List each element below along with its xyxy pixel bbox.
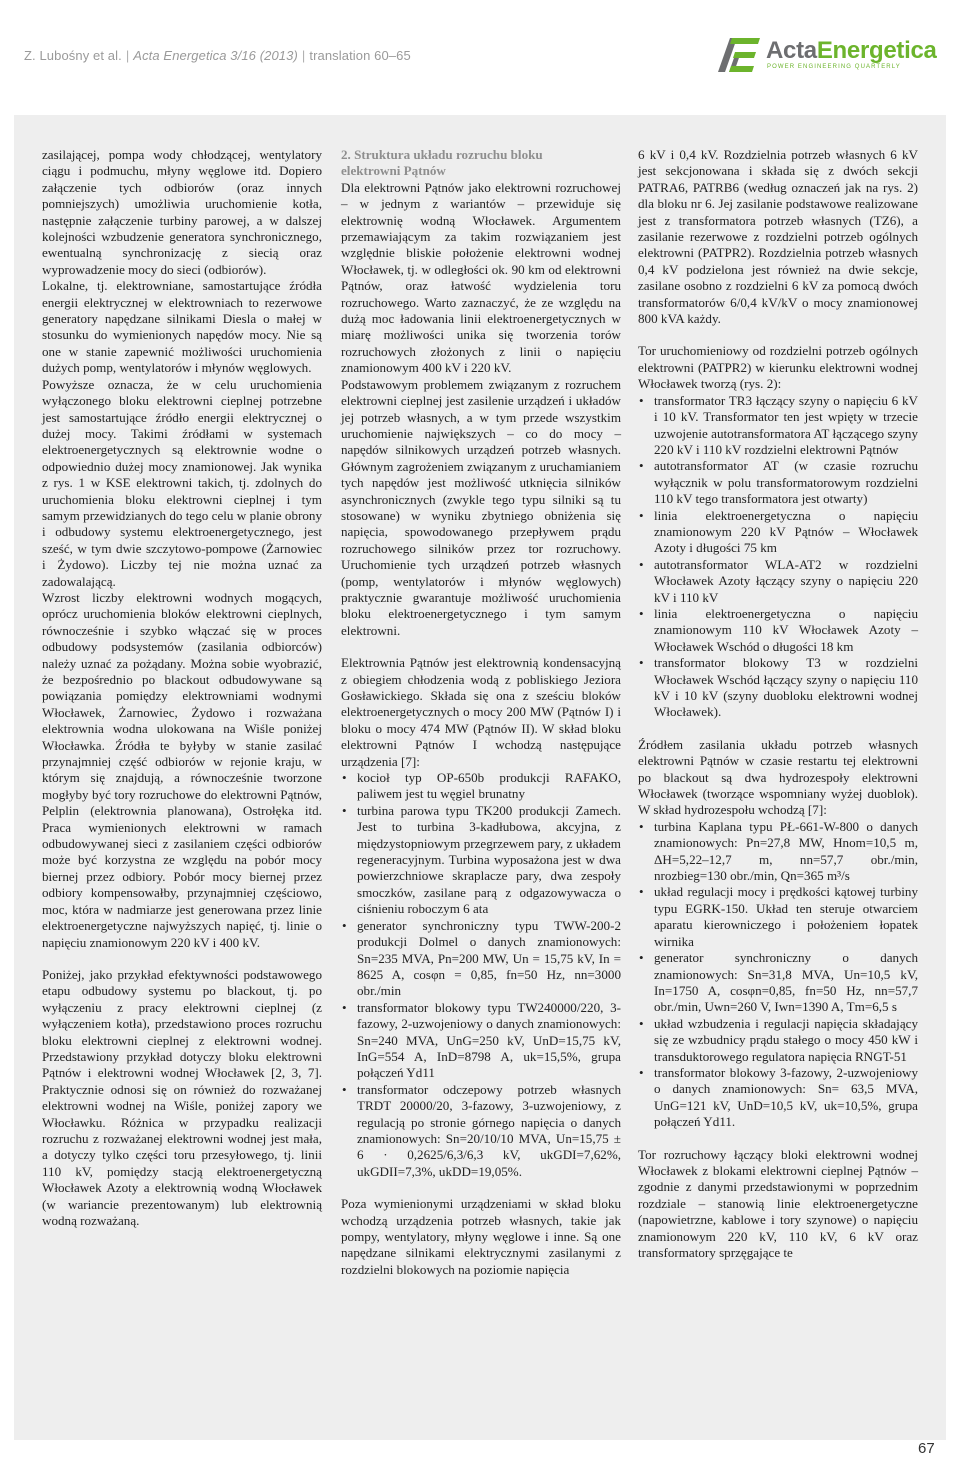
hydro-unit-list xyxy=(638,819,918,1131)
list-item: • układ wzbudzenia i regulacji napięcia składający się ze wzbudnicy prądu stałego o mocy 450 kW i transduktorowego regulatora napięcia RNGT-51 xyxy=(638,1016,918,1065)
column-3 xyxy=(638,147,918,1261)
list-item: • linia elektroenergetyczna o napięciu znamionowym 220 kV Pątnów – Włocławek Azoty i długości 75 km xyxy=(638,508,918,557)
list-item: • autotransformator AT (w czasie rozruchu wyłącznik w polu transformatorowym rozdzielni 110 kV tego transformatora jest otwarty) xyxy=(638,458,918,507)
list-item: • transformator blokowy T3 w rozdzielni Włocławek Wschód łączący szyny o napięciu 110 kV i 10 kV (szyny duoblоku elektrowni wodnej Włocławek). xyxy=(638,655,918,721)
list-item: • turbina parowa typu TK200 produkcji Zamech. Jest to turbina 3-kadłubowa, akcyjna, z międzystopniowym przegrzewem pary, z układem regeneracyjnym. Turbina wyposażona jest w dwa powierzchniowe skraplacze pary, dwa zespoły smoczków, zasilane parą z odgazowywacza o ciśnieniu roboczym 6 ata xyxy=(341,803,621,918)
paragraph: Powyższe oznacza, że w celu uruchomienia wyłączonego bloku elektrowni cieplnej potrzebne jest samostartujące źródło energii elektrycznej o dużej mocy. Takimi źródłami w systemach elektroenergetycznych są elektrownie wodne o odpowiednio dużej mocy znamionowej. Jak wynika z rys. 1 w KSE elektrowni takich, tj. zdolnych do uruchomienia bloku elektrowni cieplnej i tym samym przewidzianych do tego celu w planie obrony i odbudowy systemu elektroenergetycznego, jest sześć, w tym dwie szczytowo-pompowe (Żarnowiec i Żydowo). Liczby tej nie można uznać za zadowalającą. xyxy=(42,376,322,589)
paragraph: Podstawowym problemem związanym z rozruchem elektrowni cieplnej jest zasilenie urządzeń i układów jej potrzeb własnych, a w tym przede wszystkim uruchomienie największych – co do mocy – napędów silnikowych urządzeń potrzeb własnych. Głównym zagrożeniem związanym z uruchamianiem tych napędów jest możliwość utknięcia silników asynchronicznych (zwykle tego typu silniki są tu stosowane) w wyniku zbytniego obniżenia się napięcia, spowodowanego przepływem prądu rozruchowego silników przez tor rozruchowy. Uruchomienie tych urządzeń potrzeb własnych (pomp, wentylatorów i młynów węglowych) praktycznie gwarantuje możliwość uruchomienia bloku elektroenergetycznego i tym samym elektrowni. xyxy=(341,376,621,638)
list-item: • kocioł typ OP-650b produkcji RAFAKO, paliwem jest tu węgiel brunatny xyxy=(341,770,621,803)
paragraph: Wzrost liczby elektrowni wodnych mogących, oprócz uruchomienia bloków elektrowni cieplnych, równocześnie i szybko włączać się w proces odbudowy podsystemów (zasilania odbiorców) należy uznać za pożądany. Można sobie wyobrazić, że bezpośrednio po blackout odbudowywane są powiązania pomiędzy elektrowniami wodnymi Włocławek, Żarnowiec, Żydowo i rozważana elektrownia wodna ulokowana na Wiśle poniżej Włocławka. Źródła te byłyby w stanie zasilać przynajmniej część odbiorów w rejonie kraju, w którym się znajdują, a równocześnie tworzone mogłyby być tory rozruchowe do elektrowni Pątnów, Pelplin (elektrownia planowana), Ostrołęka itd. Praca wymienionych elektrowni w ramach odbudowywanej sieci z zasilaniem części odbiorów może być korzystna ze względu na pobór mocy biernej przez odbiory. Pobór mocy biernej przez odbiory kompensowałby, przynajmniej częściowo, moc, która w nadmiarze jest generowana przez linie elektroenergetyczne najwyższych napięć, tj. linie o napięciu znamionowym 220 kV i 400 kV. xyxy=(42,589,322,950)
paragraph: Tor rozruchowy łączący bloki elektrowni wodnej Włocławek z blokami elektrowni cieplnej Pątnów – zgodnie z danymi przedstawionymi w poprzednim rozdziale – stanowią linie elektroenergetyczne (napowietrzne, kablowe i tory szynowe) o napięciu znamionowym 220 kV, 110 kV, 6 kV oraz transformatory sprzęgające te xyxy=(638,1146,918,1260)
list-item: • generator synchroniczny o danych znamionowych: Sn=31,8 MVA, Un=10,5 kV, In=1750 A, cosφn=0,85, fn=50 Hz, nn=57,7 obr./min, Uwn=260 V, Iwn=1390 A, Tm=6,5 s xyxy=(638,950,918,1016)
paragraph: Dla elektrowni Pątnów jako elektrowni rozruchowej – w jednym z wariantów – przewiduje się elektrownię wodną Włocławek. Argumentem przemawiającym za takim rozwiązaniem jest względnie bliskie położenie elektrowni wodnej Włocławek, tj. w odległości ok. 90 km od elektrowni Pątnów, oraz łatwość wydzielenia toru rozruchowego. Warto zaznaczyć, że ze względu na dużą moc ładowania linii elektroenergetycznych w miarę możliwości unika się tworzenia torów rozruchowych złożonych z linii o napięciu znamionowym 400 kV i 220 kV. xyxy=(341,179,621,376)
authors: Z. Lubośny et al. xyxy=(24,48,122,63)
list-item: • linia elektroenergetyczna o napięciu znamionowym 110 kV Włocławek Azoty – Włocławek Wschód o długości 18 km xyxy=(638,606,918,655)
list-item: • transformator TR3 łączący szyny o napięciu 6 kV i 10 kV. Transformator ten jest wpięty w trzecie uzwojenie autotransformatora AT łączącego szyny 220 kV i 110 kV rozdzielni elektrowni Pątnów xyxy=(638,393,918,459)
logo-tagline: POWER ENGINEERING QUARTERLY xyxy=(767,64,901,70)
column-1 xyxy=(42,147,322,1229)
paragraph: Źródłem zasilania układu potrzeb własnych elektrowni Pątnów w czasie restartu tej elektrowni po blackout są dwa hydrozespoły elektrowni Włocławek (tworzące wspomniany wyżej duoblok). W skład hydrozespołu wchodzą [7]: xyxy=(638,736,918,818)
paragraph: Poza wymienionymi urządzeniami w skład bloku wchodzą urządzenia potrzeb własnych, takie jak pompy, wentylatory, młyny węglowe i inne. Są one napędzane silnikami elektrycznymi zasilanymi z rozdzielni blokowych na poziomie napięcia xyxy=(341,1196,621,1277)
paragraph: Elektrownia Pątnów jest elektrownią kondensacyjną z obiegiem chłodzenia wodą z pobliskiego Jeziora Gosławickiego. Składa się ona z sześciu bloków elektroenergetycznych o mocy 200 MW (Pątnów I) i bloku o mocy 474 MW (Pątnów II). W skład bloku elektrowni Pątnów I wchodzą następujące urządzenia [7]: xyxy=(341,655,621,769)
list-item: • autotransformator WLA-AT2 w rozdzielni Włocławek Azoty łączący szyny o napięciu 220 kV i 110 kV xyxy=(638,557,918,606)
page-header xyxy=(0,0,960,100)
list-item: • transformator blokowy 3-fazowy, 2-uzwojeniowy o danych znamionowych: Sn= 63,5 MVA, UnG=121 kV, UnD=10,5 kV, uk=10,5%, grupa połączeń Yd11. xyxy=(638,1065,918,1131)
paragraph: 6 kV i 0,4 kV. Rozdzielnia potrzeb własnych 6 kV jest sekcjonowana i składa się z dwóch sekcji PATRA6, PATRB6 (według oznaczeń jak na rys. 2) dla bloku nr 6. Jej zasilanie podstawowe realizowane jest z transformatora potrzeb własnych (TZ6), a zasilanie rezerwowe z rozdzielni potrzeb ogólnych elektrowni (PATPR2). Rozdzielnia potrzeb własnych 0,4 kV podzielona jest również na dwie sekcje, zasilane osobno z rozdzielni 6 kV za pomocą dwóch transformatorów 6/0,4 kV/kV o mocy znamionowej 800 kVA każdy. xyxy=(638,147,918,327)
paragraph: Lokalne, tj. elektrowniane, samostartujące źródła energii elektrycznej w elektrowniach to rezerwowe generatory napędzane silnikami Diesla o małej w stosunku do wymienionych napędów mocy. Nie są one w stanie zapewnić możliwości uruchomienia dużych pomp, wentylatorów i młynów węglowych. xyxy=(42,278,322,376)
logo-mark-icon xyxy=(718,38,760,72)
list-item: • turbina Kaplana typu PŁ-661-W-800 o danych znamionowych: Pn=27,8 MW, Hnom=10,5 m, ΔH=5,22–12,7 m, nn=57,7 obr./min, nrozbieg=130 obr./min, Qn=365 m³/s xyxy=(638,819,918,885)
paragraph: zasilającej, pompa wody chłodzącej, wentylatory ciągu i podmuchu, młyny węglowe itd. Dopiero załączenie tych odbiorów (oraz innych pomniejszych) umożliwia uruchomienie kotła, następnie załączenie turbiny parowej, a w dalszej kolejności wzbudzenie generatora synchronicznego, ewentualną synchronizację z siecią oraz wyprowadzenie mocy do sieci (odbiorów). xyxy=(42,147,322,277)
list-item: • transformator odczepowy potrzeb własnych TRDT 20000/20, 3-fazowy, 3-uzwojeniowy, z regulacją po stronie górnego napięcia o danych znamionowych: Sn=20/10/10 MVA, Un=15,75 ± 6 · 0,2625/6,3/6,3 kV, ukGDI=7,62%, ukGDII=7,3%, ukDD=19,05%. xyxy=(341,1082,621,1180)
section-heading: 2. Struktura układu rozruchu bloku elektrowni Pątnów xyxy=(341,147,543,179)
equipment-list xyxy=(341,770,621,1180)
translation-pages: translation 60–65 xyxy=(309,48,411,63)
list-item: • generator synchroniczny typu TWW-200-2 produkcji Dolmel o danych znamionowych: Sn=235 MVA, Pn=200 MW, Un = 15,75 kV, In = 8625 A, cosφn = 0,85, fn=50 Hz, nn=3000 obr./min xyxy=(341,918,621,1000)
journal-name: Acta Energetica 3/16 (2013) xyxy=(133,48,298,63)
running-head: Z. Lubośny et al. | Acta Energetica 3/16 (2013) | translation 60–65 xyxy=(24,48,411,63)
startup-path-list xyxy=(638,393,918,721)
logo-wordmark: ActaEnergetica xyxy=(766,37,937,64)
column-2 xyxy=(341,147,621,1278)
acta-energetica-logo xyxy=(718,38,942,74)
list-item: • transformator blokowy typu TW240000/220, 3-fazowy, 2-uzwojeniowy o danych znamionowych: Sn=240 MVA, UnG=250 kV, UnD=15,75 kV, InG=554 A, InD=8798 A, uk=15,5%, grupa połączeń Yd11 xyxy=(341,1000,621,1082)
page-number: 67 xyxy=(918,1440,935,1457)
paragraph: Tor uruchomieniowy od rozdzielni potrzeb ogólnych elektrowni (PATPR2) w kierunku elektrowni wodnej Włocławek tworzą (rys. 2): xyxy=(638,343,918,392)
paragraph: Poniżej, jako przykład efektywności podstawowego etapu odbudowy systemu po blackout, tj. po wyłączeniu z pracy elektrowni cieplnej (z wyłączeniem kotła), przedstawiono proces rozruchu bloku elektrowni cieplnej z elektrowni wodnej. Przedstawiony przykład dotyczy bloku elektrowni Pątnów i elektrowni wodnej Włocławek [2, 3, 7]. Praktycznie odnosi się on również do rozważanej elektrowni wodnej na Wiśle, poniżej zapory we Włocławku. Różnica w przypadku realizacji rozruchu z rozważanej elektrowni wodnej jest mała, a dotyczy tylko części toru przesyłowego, tj. linii 110 kV, pomiędzy stacją elektroenergetyczną Włocławek Azoty a elektrownią wodną Włocławek (w wariancie prezentowanym) lub elektrownią wodną rozważaną. xyxy=(42,966,322,1228)
list-item: • układ regulacji mocy i prędkości kątowej turbiny typu EGRK-150. Układ ten steruje otwarciem aparatu kierowniczego i położeniem łopatek wirnika xyxy=(638,884,918,950)
